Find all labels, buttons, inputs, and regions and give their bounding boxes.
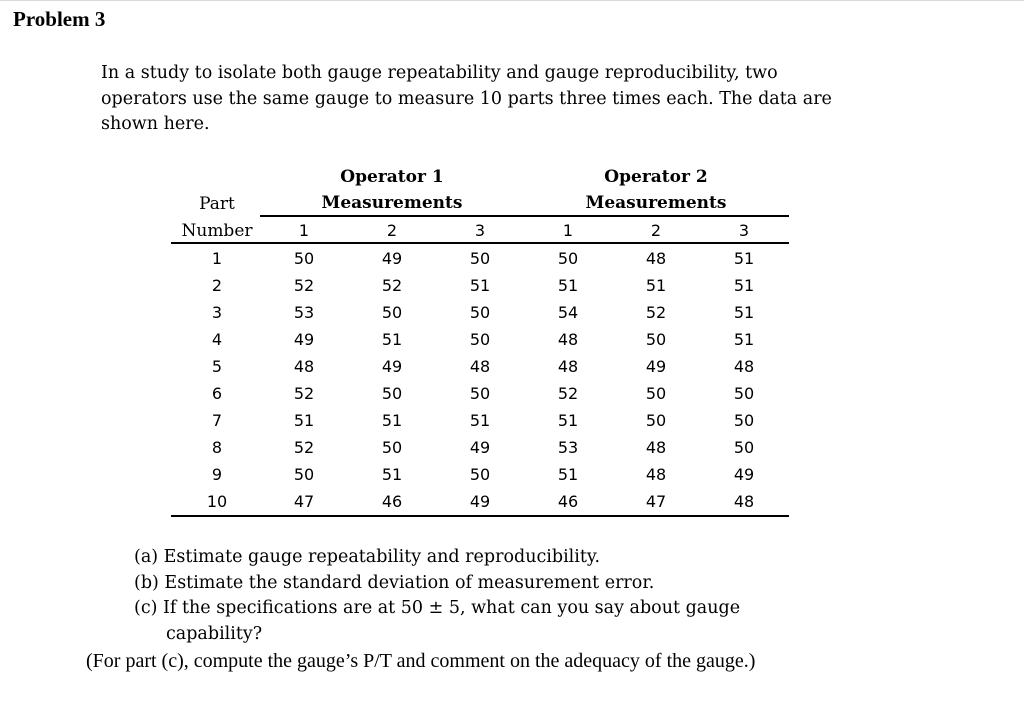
- op2-trial-label: 1: [562, 221, 574, 240]
- op2-measurement-cell: 54: [557, 303, 579, 322]
- op1-measurement-cell: 52: [293, 438, 315, 457]
- op2-measurement-cell: 51: [733, 276, 755, 295]
- number-header: Number: [181, 221, 253, 241]
- op2-measurement-cell: 51: [557, 411, 579, 430]
- op2-measurement-cell: 52: [645, 303, 667, 322]
- part-number-cell: 8: [211, 438, 223, 457]
- op1-measurement-cell: 46: [381, 492, 403, 511]
- op2-measurement-cell: 50: [733, 438, 755, 457]
- op1-trial-label: 3: [474, 221, 486, 240]
- op1-measurement-cell: 48: [469, 357, 491, 376]
- question-a: (a) Estimate gauge repeatability and reproducibility.: [134, 547, 601, 567]
- op1-measurement-cell: 50: [469, 465, 491, 484]
- measurement-table: [171, 165, 789, 520]
- questions-list: [134, 545, 834, 647]
- op1-measurement-cell: 47: [293, 492, 315, 511]
- op2-measurement-cell: 50: [733, 411, 755, 430]
- op1-measurement-cell: 52: [293, 276, 315, 295]
- op1-measurement-cell: 51: [469, 276, 491, 295]
- op1-measurement-cell: 49: [469, 438, 491, 457]
- operator1-subheader: Measurements: [321, 193, 463, 213]
- question-c: (c) If the specifications are at 50 ± 5, what can you say about gauge: [134, 598, 741, 618]
- op2-trial-label: 2: [650, 221, 662, 240]
- op2-measurement-cell: 48: [733, 492, 755, 511]
- op2-measurement-cell: 48: [645, 249, 667, 268]
- question-b: (b) Estimate the standard deviation of measurement error.: [134, 572, 655, 593]
- operator2-header: Operator 2: [604, 167, 708, 187]
- op2-measurement-cell: 48: [733, 357, 755, 376]
- operator1-header: Operator 1: [340, 167, 444, 187]
- op1-measurement-cell: 50: [381, 303, 403, 322]
- op2-measurement-cell: 51: [733, 303, 755, 322]
- op2-measurement-cell: 51: [733, 249, 755, 268]
- op1-measurement-cell: 49: [469, 492, 491, 511]
- op2-measurement-cell: 53: [557, 438, 579, 457]
- part-number-cell: 2: [211, 276, 223, 295]
- op1-measurement-cell: 49: [381, 249, 403, 268]
- op2-measurement-cell: 50: [557, 249, 579, 268]
- part-header: Part: [199, 194, 235, 214]
- op1-measurement-cell: 50: [381, 438, 403, 457]
- op2-measurement-cell: 48: [645, 438, 667, 457]
- op1-measurement-cell: 51: [469, 411, 491, 430]
- op1-measurement-cell: 50: [293, 465, 315, 484]
- part-number-cell: 3: [211, 303, 223, 322]
- op2-measurement-cell: 49: [645, 357, 667, 376]
- op1-measurement-cell: 50: [469, 330, 491, 349]
- part-number-cell: 7: [211, 411, 223, 430]
- op2-measurement-cell: 50: [645, 411, 667, 430]
- op2-measurement-cell: 47: [645, 492, 667, 511]
- op2-measurement-cell: 51: [645, 276, 667, 295]
- intro-line: shown here.: [101, 114, 210, 134]
- op2-trial-label: 3: [738, 221, 750, 240]
- op1-measurement-cell: 53: [293, 303, 315, 322]
- op2-measurement-cell: 48: [557, 357, 579, 376]
- op1-trial-label: 2: [386, 221, 398, 240]
- op2-measurement-cell: 48: [557, 330, 579, 349]
- op1-measurement-cell: 49: [293, 330, 315, 349]
- table-bottom-rule: [171, 515, 789, 517]
- intro-line: operators use the same gauge to measure 10 parts three times each. The data are: [101, 88, 832, 109]
- op2-measurement-cell: 50: [733, 384, 755, 403]
- op1-measurement-cell: 52: [381, 276, 403, 295]
- op1-measurement-cell: 48: [293, 357, 315, 376]
- op1-measurement-cell: 49: [381, 357, 403, 376]
- op2-measurement-cell: 46: [557, 492, 579, 511]
- op1-measurement-cell: 50: [469, 303, 491, 322]
- op1-measurement-cell: 51: [381, 411, 403, 430]
- part-number-cell: 10: [206, 492, 228, 511]
- intro-line: In a study to isolate both gauge repeatability and gauge reproducibility, two: [101, 63, 778, 83]
- op2-measurement-cell: 48: [645, 465, 667, 484]
- part-number-cell: 1: [211, 249, 223, 268]
- operator-header-rule: [260, 215, 789, 217]
- op1-measurement-cell: 52: [293, 384, 315, 403]
- op2-measurement-cell: 50: [645, 384, 667, 403]
- part-number-cell: 5: [211, 357, 223, 376]
- op2-measurement-cell: 49: [733, 465, 755, 484]
- question-c-continued: capability?: [166, 623, 263, 644]
- op1-trial-label: 1: [298, 221, 310, 240]
- part-number-cell: 9: [211, 465, 223, 484]
- problem-title: Problem 3: [13, 7, 106, 31]
- part-number-cell: 6: [211, 384, 223, 403]
- column-header-rule: [171, 242, 789, 244]
- part-number-cell: 4: [211, 330, 223, 349]
- top-border: [0, 0, 1024, 1]
- op1-measurement-cell: 50: [469, 384, 491, 403]
- op1-measurement-cell: 50: [293, 249, 315, 268]
- op2-measurement-cell: 51: [557, 465, 579, 484]
- operator2-subheader: Measurements: [585, 193, 727, 213]
- op1-measurement-cell: 51: [381, 465, 403, 484]
- op1-measurement-cell: 51: [381, 330, 403, 349]
- op2-measurement-cell: 52: [557, 384, 579, 403]
- op2-measurement-cell: 51: [557, 276, 579, 295]
- op1-measurement-cell: 51: [293, 411, 315, 430]
- op2-measurement-cell: 50: [645, 330, 667, 349]
- part-c-note: (For part (c), compute the gauge’s P/T and comment on the adequacy of the gauge.): [86, 650, 756, 672]
- intro-paragraph: [101, 61, 881, 138]
- op2-measurement-cell: 51: [733, 330, 755, 349]
- op1-measurement-cell: 50: [381, 384, 403, 403]
- op1-measurement-cell: 50: [469, 249, 491, 268]
